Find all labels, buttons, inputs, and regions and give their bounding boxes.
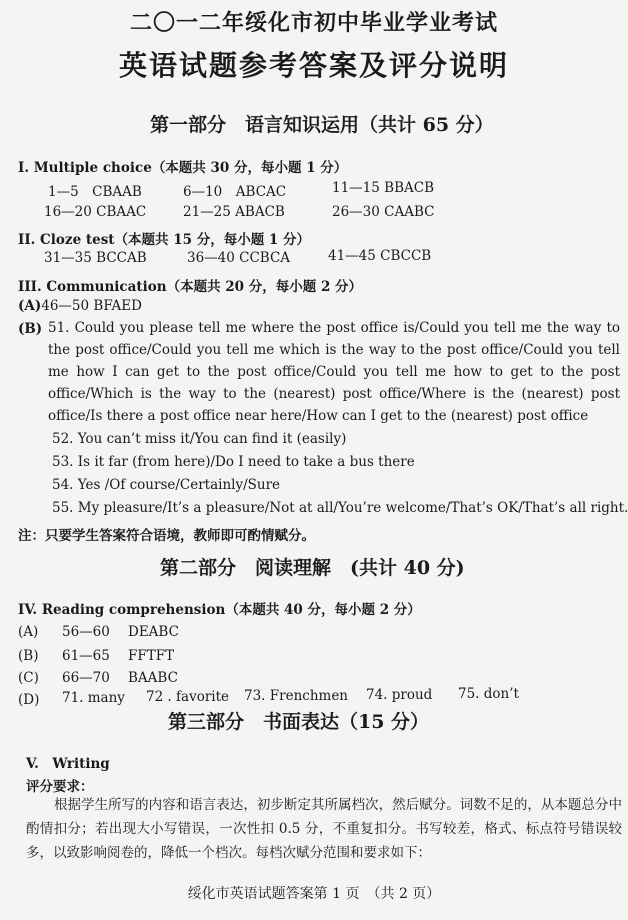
answer-54: 54. Yes /Of course/Certainly/Sure	[52, 477, 281, 493]
reading-d-item: 73. Frenchmen	[244, 688, 349, 704]
sec3-a-answer: 46—50 BFAED	[41, 298, 142, 314]
reading-answer: BAABC	[128, 670, 178, 686]
grading-note: 注：只要学生答案符合语境，教师即可酌情赋分。	[18, 528, 315, 544]
sec3-header	[18, 275, 362, 295]
part1-title: 第一部分 语言知识运用（共计 65 分）	[150, 114, 494, 136]
sec4-header	[18, 598, 421, 618]
mc-answer: 16—20 CBAAC	[44, 204, 147, 220]
cloze-answer: 31—35 BCCAB	[44, 250, 147, 266]
answer-51: 51. Could you please tell me where the post office is/Could you tell me the way to the post office/Could you tell me which is the way to the post office/Could you tell me how I can get to the post office/Could you tell me how to get to the post office/Which is the way to the (nearest) post office/Where is the (nearest) post office/Is there a post office near here/How can I get to the (nearest) post office	[48, 320, 620, 424]
sec2-header	[18, 228, 310, 248]
sec1-heading: I. Multiple choice	[18, 160, 152, 176]
mc-answer: 26—30 CAABC	[332, 204, 435, 220]
reading-row	[18, 648, 174, 664]
reading-d-item: 75. don’t	[458, 686, 519, 702]
sec1-note: （本题共 30 分，每小题 1 分）	[151, 160, 348, 176]
reading-range: 66—70	[62, 670, 110, 686]
sec5-heading: V. Writing	[26, 756, 110, 772]
page-footer: 绥化市英语试题答案第 1 页 （共 2 页）	[187, 886, 441, 902]
mc-answer: 21—25 ABACB	[183, 204, 285, 220]
mc-answer: 6—10 ABCAC	[183, 184, 287, 200]
reading-d-item: 71. many	[62, 690, 125, 706]
answer-55: 55. My pleasure/It’s a pleasure/Not at all/You’re welcome/That’s OK/That’s all right.	[52, 500, 628, 516]
part2-title: 第二部分 阅读理解 (共计 40 分)	[160, 557, 465, 579]
scoring-paragraph: 根据学生所写的内容和语言表达，初步断定其所属档次，然后赋分。词数不足的，从本题总分中酌情扣分；若出现大小写错误，一次性扣 0.5 分，不重复扣分。书写较差，格式、标点符号错误较多，以致影响阅卷的，降低一个档次。每档次赋分范围和要求如下：	[26, 797, 622, 861]
sec3-a	[18, 298, 142, 314]
sec4-heading: IV. Reading comprehension	[18, 602, 226, 618]
reading-label: (B)	[18, 648, 39, 664]
sec2-note: （本题共 15 分，每小题 1 分）	[114, 232, 311, 248]
reading-row	[18, 624, 179, 640]
sec3-b-label: (B)	[18, 321, 43, 337]
answer-key-title: 英语试题参考答案及评分说明	[118, 49, 509, 82]
sec3-note: （本题共 20 分，每小题 2 分）	[166, 279, 363, 295]
reading-d-item: 74. proud	[366, 687, 433, 703]
sec1-header	[18, 156, 347, 176]
mc-answer: 1—5 CBAAB	[48, 184, 142, 200]
reading-answer: FFTFT	[128, 648, 175, 664]
reading-range: 56—60	[62, 624, 110, 640]
sec2-heading: II. Cloze test	[18, 232, 115, 248]
reading-row	[18, 670, 178, 686]
reading-label: (A)	[18, 624, 39, 640]
mc-answer: 11—15 BBACB	[332, 180, 434, 196]
reading-d-label: (D)	[18, 692, 40, 708]
cloze-answer: 36—40 CCBCA	[187, 250, 291, 266]
reading-d-item: 72 . favorite	[146, 689, 230, 705]
exam-title: 二〇一二年绥化市初中毕业学业考试	[129, 10, 498, 36]
scoring-requirements: 评分要求：	[26, 779, 94, 795]
reading-range: 61—65	[62, 648, 110, 664]
sec3-heading: III. Communication	[18, 279, 167, 295]
answer-53: 53. Is it far (from here)/Do I need to take a bus there	[52, 454, 415, 470]
sec4-note: （本题共 40 分，每小题 2 分）	[225, 602, 421, 618]
part3-title: 第三部分 书面表达（15 分）	[168, 711, 430, 733]
cloze-answer: 41—45 CBCCB	[328, 248, 432, 264]
sec3-a-label: (A)	[18, 298, 42, 314]
reading-answer: DEABC	[128, 624, 179, 640]
reading-label: (C)	[18, 670, 39, 686]
answer-52: 52. You can’t miss it/You can find it (easily)	[52, 431, 347, 447]
